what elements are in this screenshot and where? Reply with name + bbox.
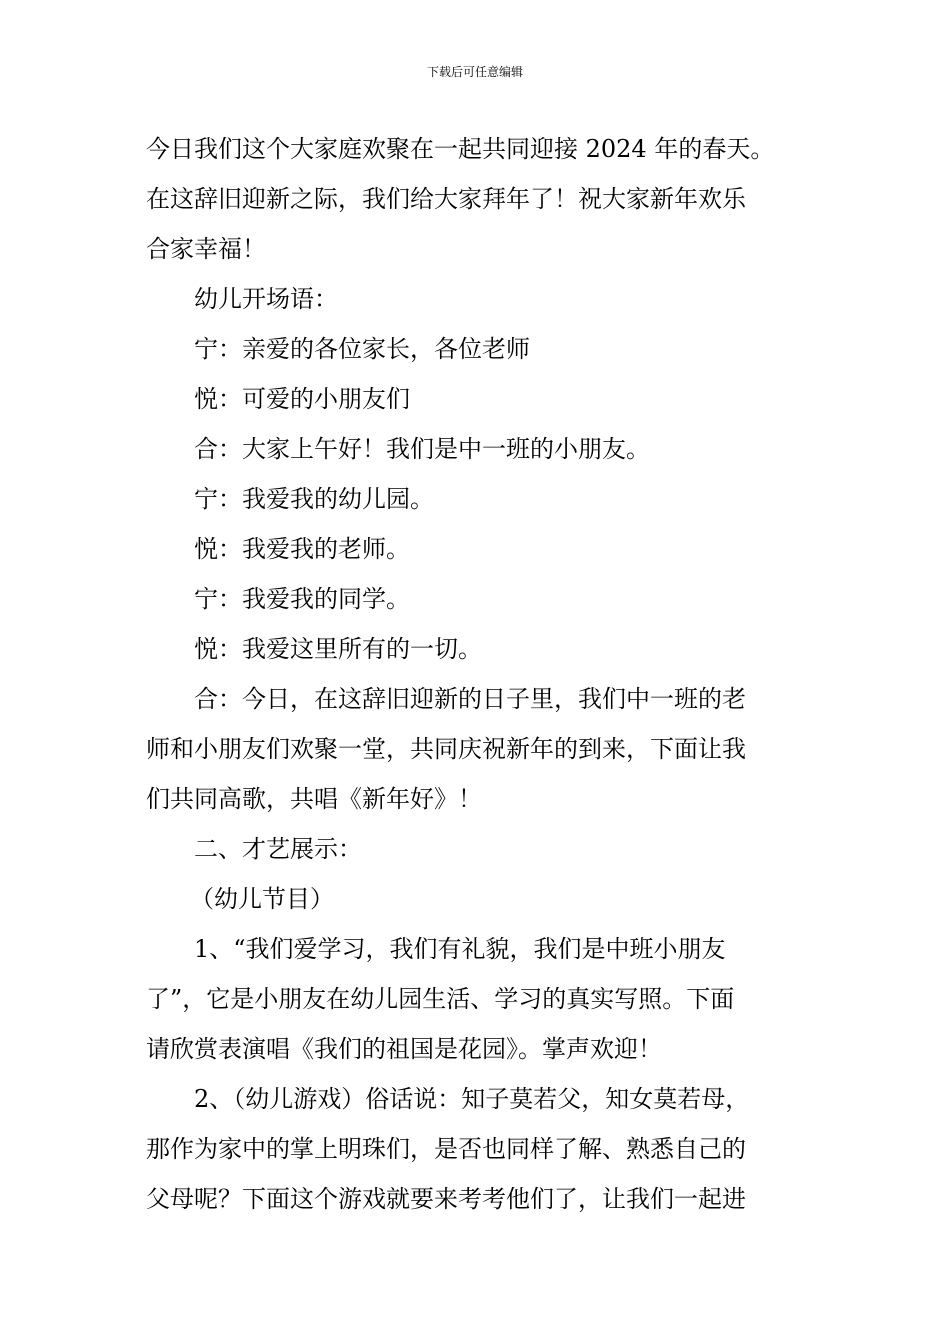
text-line: （幼儿节目） — [190, 885, 334, 913]
text-line: 们共同高歌，共唱《新年好》！ — [146, 785, 482, 813]
text-line: 1、“我们爱学习，我们有礼貌，我们是中班小朋友 — [194, 935, 726, 963]
text-line: 悦：我爱这里所有的一切。 — [194, 635, 482, 663]
text-line: 幼儿开场语： — [194, 285, 338, 313]
text-line: 二、才艺展示： — [194, 835, 362, 863]
text-line: 合：今日，在这辞旧迎新的日子里，我们中一班的老 — [194, 685, 746, 713]
text-line: 宁：亲爱的各位家长，各位老师 — [194, 335, 530, 363]
page-header-note: 下载后可任意编辑 — [426, 65, 523, 79]
text-line: 合家幸福！ — [146, 235, 266, 263]
text-line: 了”，它是小朋友在幼儿园生活、学习的真实写照。下面 — [146, 985, 735, 1013]
text-line: 今日我们这个大家庭欢聚在一起共同迎接 2024 年的春天。 — [146, 135, 775, 163]
text-line: 那作为家中的掌上明珠们，是否也同样了解、熟悉自己的 — [146, 1135, 746, 1163]
text-line: 师和小朋友们欢聚一堂，共同庆祝新年的到来，下面让我 — [146, 735, 746, 763]
text-line: 父母呢？下面这个游戏就要来考考他们了，让我们一起进 — [146, 1185, 746, 1213]
document-body — [146, 124, 810, 1224]
text-line: 宁：我爱我的同学。 — [194, 585, 410, 613]
text-line: 在这辞旧迎新之际，我们给大家拜年了！祝大家新年欢乐 — [146, 185, 746, 213]
text-line: 请欣赏表演唱《我们的祖国是花园》。掌声欢迎！ — [146, 1035, 662, 1063]
text-line: 悦：可爱的小朋友们 — [194, 385, 410, 413]
text-line: 2、（幼儿游戏）俗话说：知子莫若父，知女莫若母， — [194, 1085, 750, 1113]
text-line: 合：大家上午好！我们是中一班的小朋友。 — [194, 435, 650, 463]
text-line: 悦：我爱我的老师。 — [194, 535, 410, 563]
text-line: 宁：我爱我的幼儿园。 — [194, 485, 434, 513]
